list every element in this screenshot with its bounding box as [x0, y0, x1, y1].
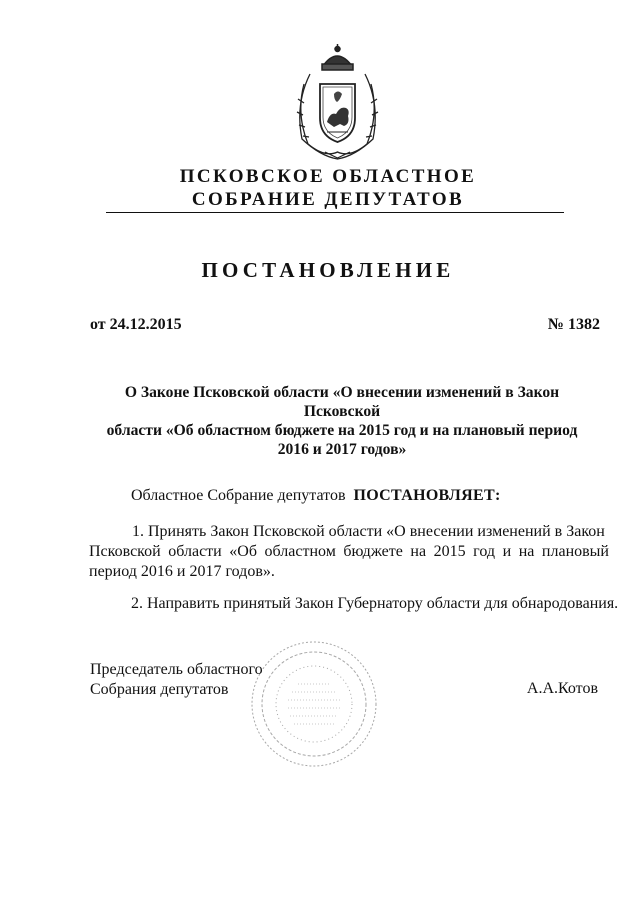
header-divider — [106, 212, 564, 213]
resolution-item-1 — [89, 522, 609, 582]
intro-resolves: ПОСТАНОВЛЯЕТ: — [353, 487, 501, 504]
resolution-item-2: 2. Направить принятый Закон Губернатору области для обнародования. — [131, 595, 619, 612]
document-number: № 1382 — [547, 316, 600, 333]
coat-of-arms-icon — [290, 44, 385, 164]
round-seal-stamp-icon — [244, 634, 384, 774]
signatory-name: А.А.Котов — [526, 680, 598, 697]
item1-first-line: 1. Принять Закон Псковской области «О внесении изменений в Закон — [132, 523, 605, 540]
resolution-intro — [131, 486, 501, 506]
item1-rest: Псковской области «Об областном бюджете на 2015 год и на плановый период 2016 и 2017 годов». — [89, 543, 609, 580]
intro-text: Областное Собрание депутатов — [131, 487, 346, 504]
subject-line: О Законе Псковской области «О внесении изменений в Закон Псковской — [124, 384, 560, 420]
org-name-line1: ПСКОВСКОЕ ОБЛАСТНОЕ — [179, 166, 477, 187]
subject-line: области «Об областном бюджете на 2015 год и на плановый период — [106, 422, 578, 439]
document-type-title: ПОСТАНОВЛЕНИЕ — [201, 258, 455, 282]
position-line: Председатель областного — [90, 661, 263, 678]
document-date: от 24.12.2015 — [90, 316, 182, 333]
org-name-line2: СОБРАНИЕ ДЕПУТАТОВ — [191, 189, 465, 210]
document-subject — [92, 383, 592, 459]
subject-line: 2016 и 2017 годов» — [277, 441, 407, 458]
position-line: Собрания депутатов — [90, 681, 229, 698]
signatory-position — [90, 660, 263, 700]
